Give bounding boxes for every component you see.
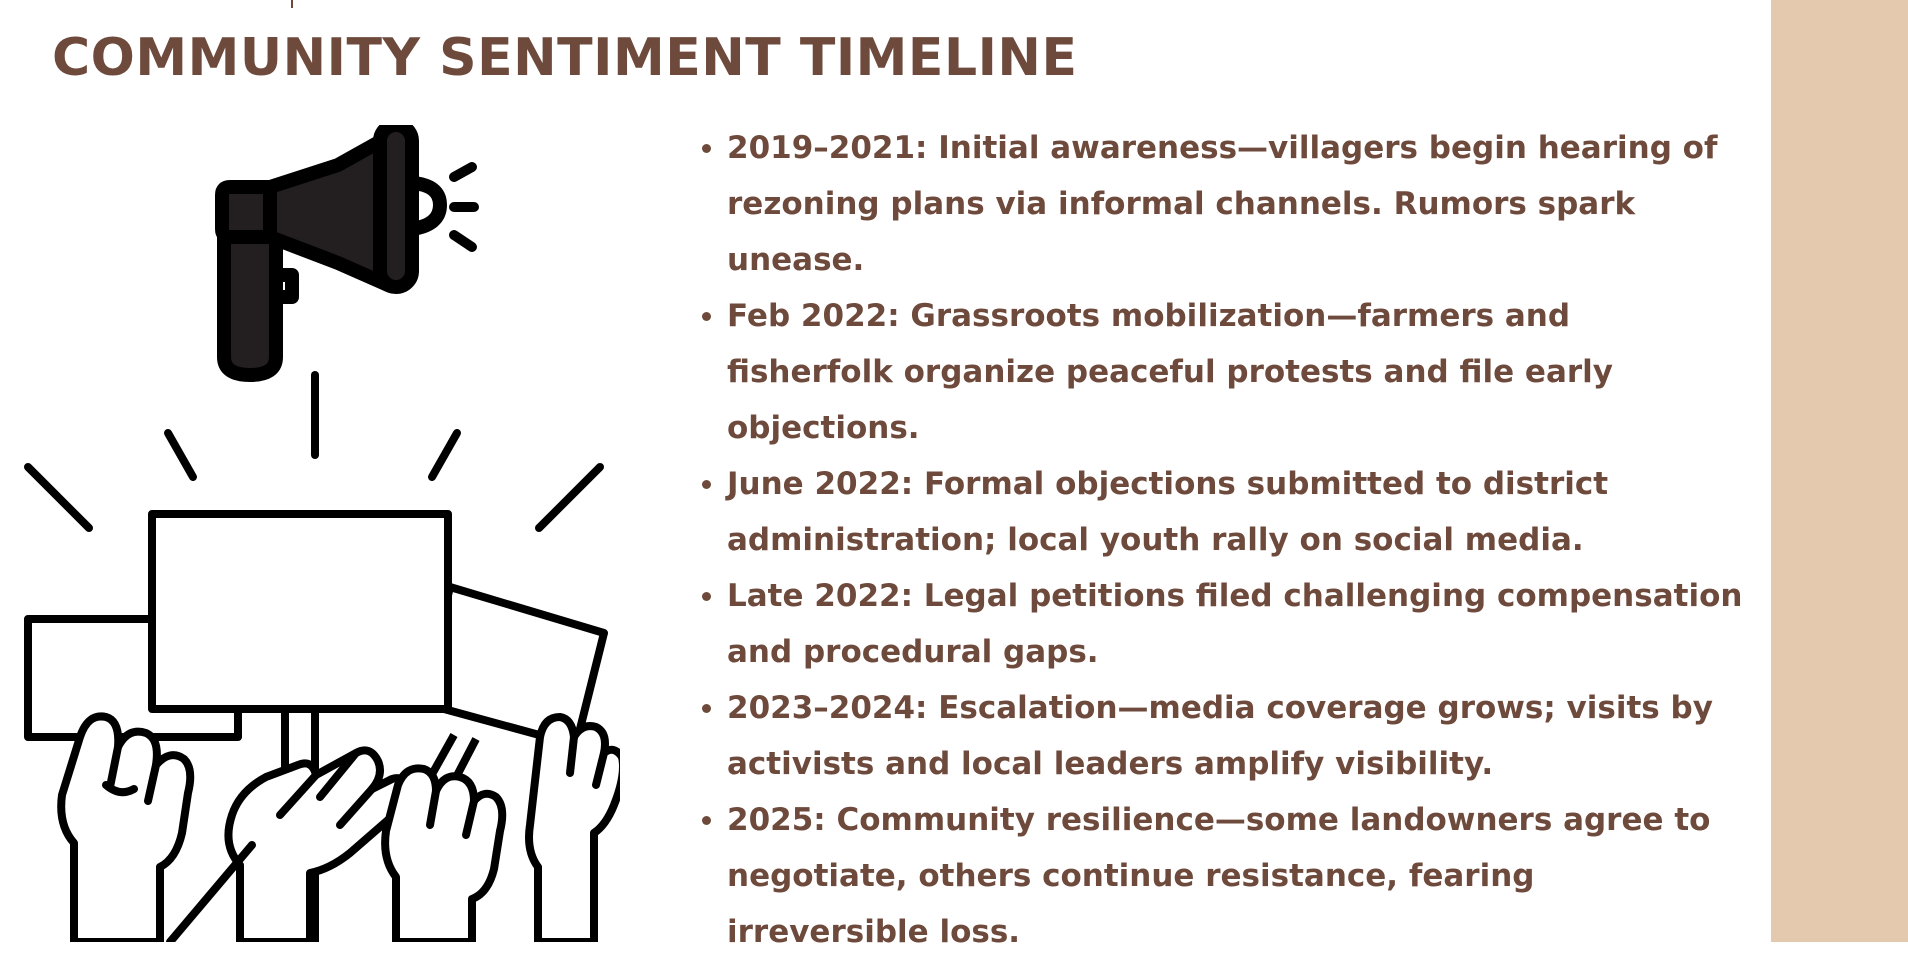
timeline-item: [686, 456, 1746, 568]
megaphone-icon: [222, 125, 474, 375]
burst-lines: [28, 375, 600, 528]
timeline-list: [686, 120, 1746, 960]
timeline-item-text: 2023–2024: Escalation—media coverage grows; visits by activists and local leaders amplify visibility.: [727, 690, 1713, 782]
slide-title: COMMUNITY SENTIMENT TIMELINE: [52, 28, 1078, 88]
bullet-dot: [702, 592, 711, 601]
timeline-item: [686, 288, 1746, 456]
protest-megaphone-icon: [10, 125, 620, 942]
bullet-dot: [702, 704, 711, 713]
bullet-dot: [702, 480, 711, 489]
timeline-item: [686, 680, 1746, 792]
timeline-item: [686, 568, 1746, 680]
decorative-tick-mark: [291, 0, 293, 8]
raised-fists: [61, 716, 620, 942]
timeline-item-text: Feb 2022: Grassroots mobilization—farmers and fisherfolk organize peaceful protests and file early objections.: [727, 298, 1613, 446]
timeline-item: [686, 792, 1746, 960]
timeline-item-text: 2025: Community resilience—some landowners agree to negotiate, others continue resistance, fearing irreversible loss.: [727, 802, 1711, 950]
timeline-item-text: June 2022: Formal objections submitted to district administration; local youth rally on social media.: [727, 466, 1609, 558]
timeline-item: [686, 120, 1746, 288]
timeline-item-text: 2019–2021: Initial awareness—villagers begin hearing of rezoning plans via informal channels. Rumors spark unease.: [727, 130, 1718, 278]
bullet-dot: [702, 816, 711, 825]
timeline-item-text: Late 2022: Legal petitions filed challenging compensation and procedural gaps.: [727, 578, 1743, 670]
bullet-dot: [702, 144, 711, 153]
bullet-dot: [702, 312, 711, 321]
decorative-side-band: [1771, 0, 1908, 942]
